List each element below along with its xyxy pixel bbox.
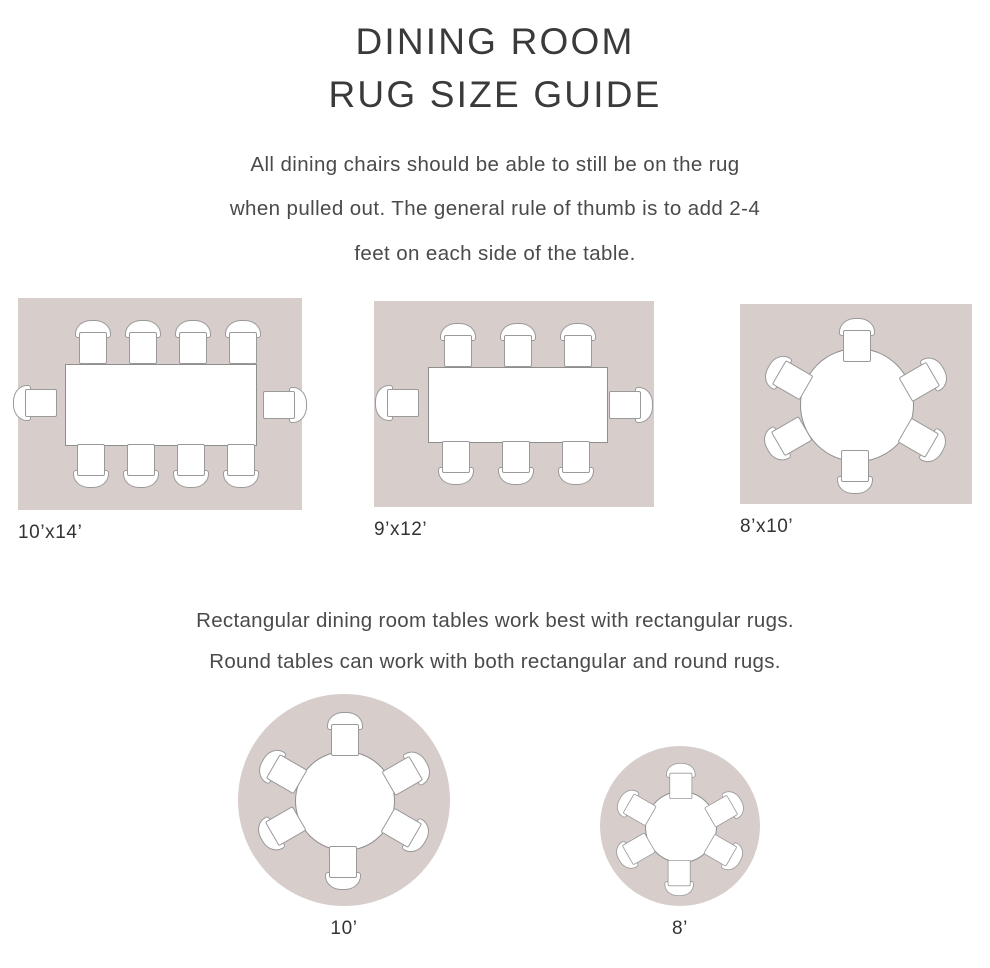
caption-rug-round-10: 10’ <box>330 917 358 939</box>
chair-left-1 <box>375 387 419 421</box>
chair-bottom-3 <box>560 441 594 485</box>
chair-round-4 <box>839 450 873 494</box>
chair-seat <box>841 450 869 482</box>
figure-rug-round-10 <box>238 694 450 940</box>
rug-area-round-10 <box>238 694 450 906</box>
chair-top-3 <box>175 320 209 364</box>
chair-top-1 <box>440 323 474 367</box>
caption-rug-9x12: 9’x12’ <box>374 518 428 540</box>
chair-seat <box>263 391 295 419</box>
round-rug-figures <box>0 694 990 964</box>
chair-left-1 <box>13 387 57 421</box>
rug-area-9x12 <box>374 301 654 507</box>
caption-rug-round-8: 8’ <box>672 917 688 939</box>
chair-seat <box>129 332 157 364</box>
chair-seat <box>127 444 155 476</box>
figure-rug-9x12 <box>374 301 654 541</box>
chair-seat <box>229 332 257 364</box>
caption-rug-8x10: 8’x10’ <box>740 515 794 537</box>
chair-round-4 <box>327 846 361 890</box>
chair-round-4 <box>666 860 694 896</box>
title-line-1: DINING ROOM <box>355 21 635 62</box>
chair-top-4 <box>225 320 259 364</box>
caption-rug-10x14: 10’x14’ <box>18 521 83 543</box>
figure-rug-8x10 <box>740 304 972 538</box>
chair-bottom-1 <box>75 444 109 488</box>
chair-seat <box>562 441 590 473</box>
chair-seat <box>25 389 57 417</box>
chair-seat <box>669 773 692 799</box>
rug-area-8x10 <box>740 304 972 504</box>
dining-table-circle <box>800 348 914 462</box>
chair-top-2 <box>125 320 159 364</box>
chair-round-1 <box>327 712 361 756</box>
intro-line-1: All dining chairs should be able to still be on the rug <box>250 153 740 177</box>
chair-seat <box>564 335 592 367</box>
chair-seat <box>444 335 472 367</box>
chair-seat <box>79 332 107 364</box>
note-line-2: Round tables can work with both rectangular and round rugs. <box>209 649 781 673</box>
intro-line-3: feet on each side of the table. <box>354 241 636 265</box>
chair-seat <box>609 391 641 419</box>
chair-bottom-4 <box>225 444 259 488</box>
title-line-2: RUG SIZE GUIDE <box>328 73 662 115</box>
chair-seat <box>329 846 357 878</box>
intro-paragraph <box>0 143 990 276</box>
chair-seat <box>504 335 532 367</box>
chair-seat <box>177 444 205 476</box>
page-title <box>0 0 990 121</box>
chair-seat <box>387 389 419 417</box>
chair-top-2 <box>500 323 534 367</box>
intro-line-2: when pulled out. The general rule of thumb is to add 2-4 <box>229 197 761 221</box>
chair-top-3 <box>560 323 594 367</box>
chair-top-1 <box>75 320 109 364</box>
rectangular-rug-figures <box>0 298 990 548</box>
dining-table-rectangle <box>65 364 257 446</box>
chair-seat <box>227 444 255 476</box>
note-line-1: Rectangular dining room tables work best with rectangular rugs. <box>196 608 794 632</box>
rug-area-round-8 <box>600 746 760 906</box>
rug-area-10x14 <box>18 298 302 510</box>
chair-seat <box>843 330 871 362</box>
chair-bottom-3 <box>175 444 209 488</box>
chair-round-1 <box>666 763 694 799</box>
figure-rug-10x14 <box>18 298 302 544</box>
chair-right-1 <box>609 387 653 421</box>
chair-seat <box>77 444 105 476</box>
chair-right-1 <box>263 387 307 421</box>
chair-round-1 <box>839 318 873 362</box>
chair-seat <box>668 860 691 886</box>
dining-table-circle <box>295 751 395 851</box>
chair-bottom-2 <box>500 441 534 485</box>
chair-bottom-1 <box>440 441 474 485</box>
chair-seat <box>179 332 207 364</box>
chair-seat <box>502 441 530 473</box>
note-paragraph <box>0 600 990 682</box>
chair-seat <box>442 441 470 473</box>
chair-seat <box>331 724 359 756</box>
dining-table-rectangle <box>428 367 608 443</box>
figure-rug-round-8 <box>600 746 760 940</box>
chair-bottom-2 <box>125 444 159 488</box>
